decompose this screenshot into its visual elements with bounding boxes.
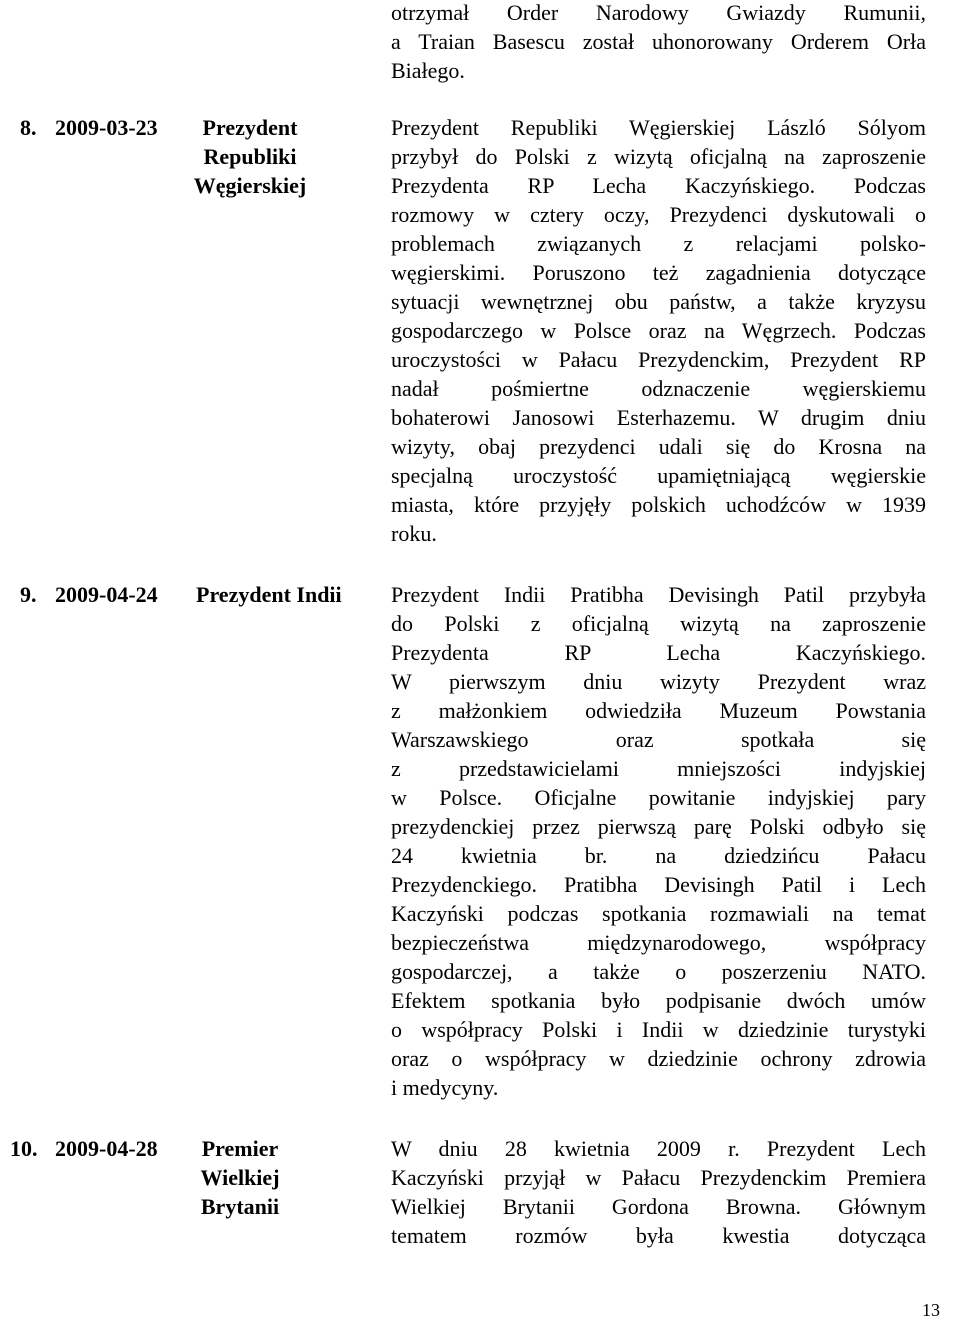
- page-number: 13: [922, 1300, 940, 1320]
- text-line: o współpracy Polski i Indii w dziedzinie turystyki: [391, 1017, 926, 1042]
- guest-line: Wielkiej: [200, 1165, 280, 1190]
- text-line: gospodarczego w Polsce oraz na Węgrzech. Podczas: [391, 318, 926, 343]
- text-line: Prezydent Indii Pratibha Devisingh Patil przybyła: [391, 582, 926, 607]
- text-line: bezpieczeństwa międzynarodowego, współpracy: [391, 930, 926, 955]
- text-line: 24 kwietnia br. na dziedzińcu Pałacu: [391, 843, 926, 868]
- text-line: otrzymał Order Narodowy Gwiazdy Rumunii,: [391, 0, 926, 25]
- text-line: rozmowy w cztery oczy, Prezydenci dyskutowali o: [391, 202, 926, 227]
- guest-line: Brytanii: [200, 1194, 280, 1219]
- guest-line: Prezydent: [202, 115, 298, 140]
- text-line: Prezydent Republiki Węgierskiej László Sólyom: [391, 115, 926, 140]
- text-line: węgierskimi. Poruszono też zagadnienia dotyczące: [391, 260, 926, 285]
- text-line: Kaczyński przyjął w Pałacu Prezydenckim Premiera: [391, 1165, 926, 1190]
- text-line: uroczystości w Pałacu Prezydenckim, Prezydent RP: [391, 347, 926, 372]
- entry-guest: [196, 580, 366, 609]
- text-line: nadał pośmiertne odznaczenie węgierskiemu: [391, 376, 926, 401]
- guest-line: Prezydent Indii: [196, 582, 342, 607]
- entry-date: 2009-03-23: [55, 115, 158, 140]
- text-line: wizyty, obaj prezydenci udali się do Krosna na: [391, 434, 926, 459]
- text-line: Warszawskiego oraz spotkała się: [391, 727, 926, 752]
- text-line: z przedstawicielami mniejszości indyjskiej: [391, 756, 926, 781]
- text-line: Efektem spotkania było podpisanie dwóch umów: [391, 988, 926, 1013]
- text-line: przybył do Polski z wizytą oficjalną na zaproszenie: [391, 144, 926, 169]
- text-line: Kaczyński podczas spotkania rozmawiali na temat: [391, 901, 926, 926]
- entry-number: 9.: [20, 582, 37, 607]
- guest-line: Premier: [201, 1136, 279, 1161]
- text-line: tematem rozmów była kwestia dotycząca: [391, 1223, 926, 1248]
- entry-number: 8.: [20, 115, 37, 140]
- text-line: Prezydenckiego. Pratibha Devisingh Patil i Lech: [391, 872, 926, 897]
- guest-line: Węgierskiej: [193, 173, 307, 198]
- text-line: miasta, które przyjęły polskich uchodźców w 1939: [391, 492, 926, 517]
- text-line: Prezydenta RP Lecha Kaczyńskiego. Podczas: [391, 173, 926, 198]
- text-line: i medycyny.: [391, 1075, 499, 1100]
- entry-guest: [190, 113, 310, 200]
- entry-date: 2009-04-24: [55, 582, 158, 607]
- text-line: W pierwszym dniu wizyty Prezydent wraz: [391, 669, 926, 694]
- guest-line: Republiki: [203, 144, 297, 169]
- text-line: w Polsce. Oficjalne powitanie indyjskiej pary: [391, 785, 926, 810]
- text-line: Wielkiej Brytanii Gordona Browna. Głównym: [391, 1194, 926, 1219]
- text-line: a Traian Basescu został uhonorowany Orderem Orła: [391, 29, 926, 54]
- text-line: gospodarczej, a także o poszerzeniu NATO.: [391, 959, 926, 984]
- text-line: Białego.: [391, 58, 465, 83]
- text-line: Prezydenta RP Lecha Kaczyńskiego.: [391, 640, 926, 665]
- text-line: oraz o współpracy w dziedzinie ochrony zdrowia: [391, 1046, 926, 1071]
- text-line: z małżonkiem odwiedziła Muzeum Powstania: [391, 698, 926, 723]
- entry-date: 2009-04-28: [55, 1136, 158, 1161]
- text-line: bohaterowi Janosowi Esterhazemu. W drugim dniu: [391, 405, 926, 430]
- text-line: problemach związanych z relacjami polsko-: [391, 231, 926, 256]
- text-line: do Polski z oficjalną wizytą na zaproszenie: [391, 611, 926, 636]
- entry-guest: [185, 1134, 295, 1221]
- text-line: specjalną uroczystość upamiętniającą węgierskie: [391, 463, 926, 488]
- entry-number: 10.: [10, 1136, 38, 1161]
- text-line: sytuacji wewnętrznej obu państw, a także kryzysu: [391, 289, 926, 314]
- text-line: prezydenckiej przez pierwszą parę Polski odbyło się: [391, 814, 926, 839]
- text-line: roku.: [391, 521, 437, 546]
- text-line: W dniu 28 kwietnia 2009 r. Prezydent Lech: [391, 1136, 926, 1161]
